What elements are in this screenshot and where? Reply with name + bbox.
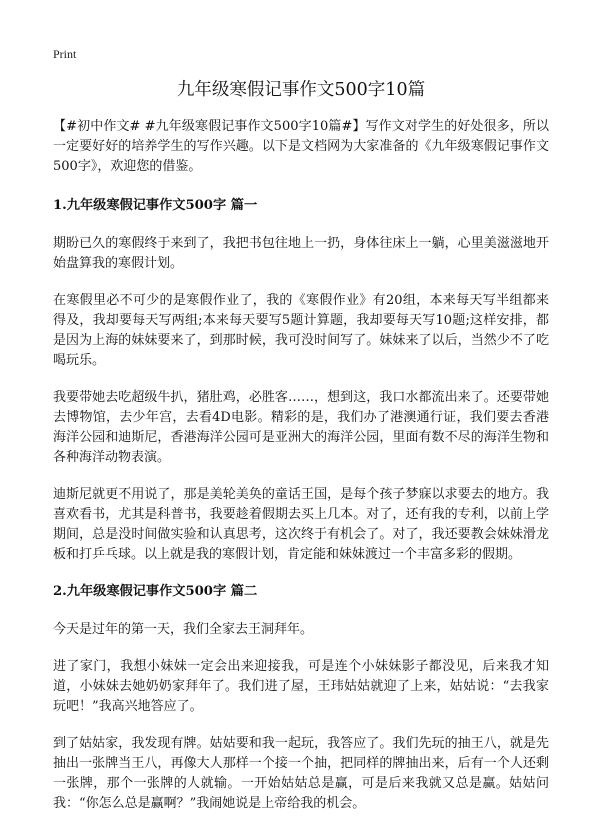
print-label: Print bbox=[53, 47, 77, 61]
paragraph: 今天是过年的第一天，我们全家去王洞拜年。 bbox=[53, 622, 314, 637]
paragraph: 迪斯尼就更不用说了，那是美轮美奂的童话王国，是每个孩子梦寐以求要去的地方。我喜欢看书，尤其是科普书，我要趁着假期去买上几本。对了，还有我的专利，以前上学期间，总是没时间做实验和认真思考，这次终于有机会了。对了，我还要教会妹妹滑龙板和打乒乓球。以上就是我的寒假计划，肯定能和妹妹渡过一个丰富多彩的假期。 bbox=[53, 487, 549, 562]
section-heading-2: 2.九年级寒假记事作文500字 篇二 bbox=[53, 584, 258, 599]
intro-paragraph: 【#初中作文# #九年级寒假记事作文500字10篇#】写作文对学生的好处很多，所以一定要好好的培养学生的写作兴趣。以下是文档网为大家准备的《九年级寒假记事作文500字》，欢迎您的借鉴。 bbox=[53, 119, 549, 174]
paragraph: 我要带她去吃超级牛扒，猪肚鸡，必胜客……，想到这，我口水都流出来了。还要带她去博物馆，去少年宫，去看4D电影。精彩的是，我们办了港澳通行证，我们要去香港海洋公园和迪斯尼，香港海洋公园可是亚洲大的海洋公园，里面有数不尽的海洋生物和各种海洋动物表演。 bbox=[53, 390, 549, 465]
paragraph: 期盼已久的寒假终于来到了，我把书包往地上一扔，身体往床上一躺，心里美滋滋地开始盘算我的寒假计划。 bbox=[53, 236, 549, 271]
paragraph: 在寒假里必不可少的是寒假作业了，我的《寒假作业》有20组，本来每天写半组都来得及，我却要每天写两组;本来每天要写5题计算题，我却要每天写10题;这样安排，都是因为上海的妹妹要来了，到那时候，我可没时间写了。妹妹来了以后，当然少不了吃喝玩乐。 bbox=[53, 293, 549, 368]
page-title: 九年级寒假记事作文500字10篇 bbox=[176, 80, 426, 100]
section-heading-1: 1.九年级寒假记事作文500字 篇一 bbox=[53, 198, 258, 213]
paragraph: 到了姑姑家，我发现有牌。姑姑要和我一起玩，我答应了。我们先玩的抽王八，就是先抽出一张牌当王八，再像大人那样一个接一个抽，把同样的牌抽出来，后有一个人还剩一张牌，那个一张牌的人就输。一开始姑姑总是赢，可是后来我就又总是赢。姑姑问我：“你怎么总是赢啊？”我闹她说是上帝给我的机会。 bbox=[53, 736, 549, 811]
article-body bbox=[53, 117, 549, 831]
paragraph: 进了家门，我想小妹妹一定会出来迎接我，可是连个小妹妹影子都没见，后来我才知道，小妹妹去她奶奶家拜年了。我们进了屋，王玮姑姑就迎了上来，姑姑说：“去我家玩吧！”我高兴地答应了。 bbox=[53, 659, 549, 714]
